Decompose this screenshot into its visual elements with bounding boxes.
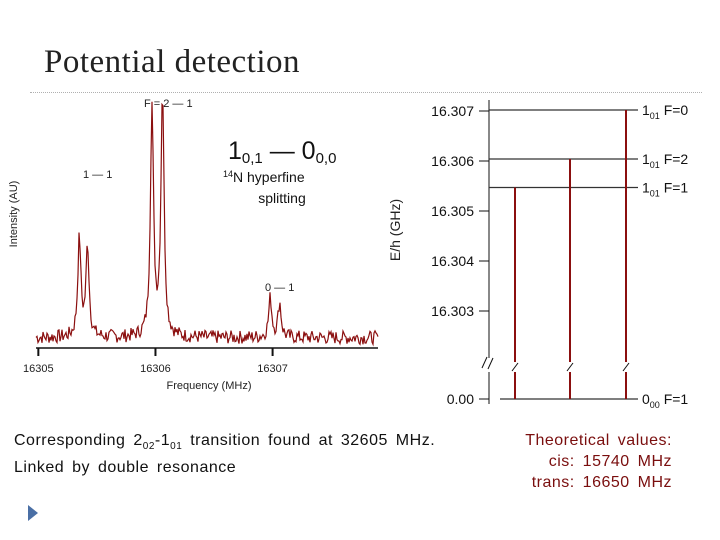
theory-trans: trans: 16650 MHz bbox=[531, 474, 672, 491]
x-tick-label: 16305 bbox=[23, 363, 54, 375]
theory-cis: cis: 15740 MHz bbox=[548, 453, 672, 470]
transition-upper-sub: 0,1 bbox=[241, 150, 263, 167]
hyperfine-label-2: splitting bbox=[258, 190, 306, 206]
hyperfine-text: N hyperfine bbox=[233, 169, 305, 185]
caption-text-a: Corresponding 2 bbox=[14, 432, 143, 449]
transition-break-mark bbox=[512, 363, 518, 371]
energy-tick-label: 0.00 bbox=[446, 391, 474, 407]
energy-level-label: $1_{01}$ F=2 bbox=[642, 151, 689, 170]
transition-lower-sub: 0,0 bbox=[315, 150, 337, 167]
transition-upper: 1 bbox=[228, 137, 242, 165]
spectrum-trace bbox=[36, 102, 378, 345]
y-axis-label: Intensity (AU) bbox=[8, 180, 20, 248]
x-tick-label: 16306 bbox=[140, 363, 171, 375]
caption bbox=[14, 430, 484, 478]
energy-level-label: $1_{01}$ F=0 bbox=[642, 102, 689, 121]
slide-title: Potential detection bbox=[44, 44, 301, 80]
energy-level-label: $0_{00}$ F=1 bbox=[642, 391, 689, 410]
caption-text-c: transition found at 32605 MHz. bbox=[182, 432, 436, 449]
energy-tick-label: 16.306 bbox=[431, 153, 474, 169]
energy-tick-label: 16.307 bbox=[431, 103, 474, 119]
caption-line-2: Linked by double resonance bbox=[14, 459, 237, 477]
energy-levels bbox=[489, 102, 688, 410]
transition-dash: — 0 bbox=[262, 137, 316, 165]
energy-axis-label: E/h (GHz) bbox=[387, 198, 403, 262]
caption-line-1 bbox=[14, 430, 484, 457]
x-ticks bbox=[23, 348, 288, 375]
caption-sub-a: 02 bbox=[142, 441, 155, 453]
axis-break-2 bbox=[488, 358, 493, 369]
transition-lines bbox=[512, 110, 629, 399]
energy-level-label: $1_{01}$ F=1 bbox=[642, 179, 689, 199]
x-axis-label: Frequency (MHz) bbox=[166, 380, 252, 392]
caption-text-b: -1 bbox=[154, 432, 171, 449]
transition-label bbox=[228, 137, 336, 167]
spectrum-chart bbox=[8, 98, 378, 392]
caption-sub-b: 01 bbox=[170, 441, 183, 453]
transition-break-mark bbox=[623, 363, 629, 371]
theoretical-values bbox=[500, 430, 672, 493]
hyperfine-sup: 14 bbox=[223, 169, 234, 179]
energy-ticks bbox=[431, 103, 489, 407]
energy-tick-label: 16.303 bbox=[431, 303, 474, 319]
bullet-arrow-icon bbox=[28, 505, 38, 521]
peak-label-11: 1 — 1 bbox=[83, 169, 113, 181]
energy-level-diagram bbox=[387, 100, 688, 410]
hyperfine-label bbox=[223, 169, 305, 185]
energy-tick-label: 16.304 bbox=[431, 253, 474, 269]
peak-label-01: 0 — 1 bbox=[265, 282, 295, 294]
theory-heading: Theoretical values: bbox=[525, 432, 672, 449]
peak-label-F21: F = 2 — 1 bbox=[144, 98, 193, 110]
axis-break-1 bbox=[482, 357, 487, 368]
transition-break-mark bbox=[567, 363, 573, 371]
energy-tick-label: 16.305 bbox=[431, 203, 474, 219]
x-tick-label: 16307 bbox=[257, 363, 288, 375]
